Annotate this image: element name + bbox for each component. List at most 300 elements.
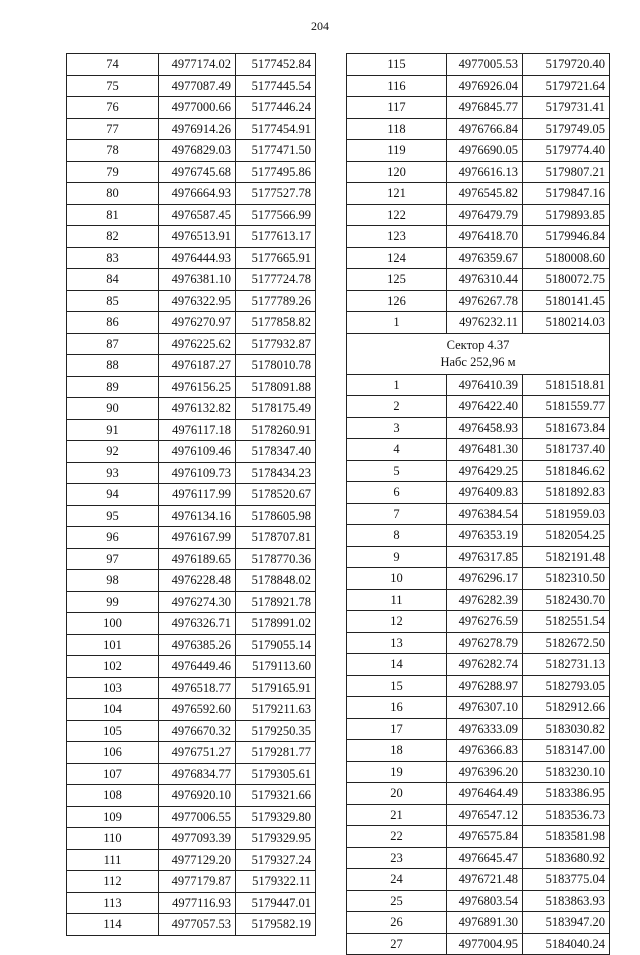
x-coordinate-cell: 4976834.77 xyxy=(159,763,236,785)
y-coordinate-cell: 5182731.13 xyxy=(523,654,610,676)
point-number-cell: 88 xyxy=(67,355,159,377)
x-coordinate-cell: 4976664.93 xyxy=(159,183,236,205)
point-number-cell: 22 xyxy=(347,826,447,848)
y-coordinate-cell: 5182054.25 xyxy=(523,525,610,547)
x-coordinate-cell: 4976359.67 xyxy=(447,247,523,269)
point-number-cell: 112 xyxy=(67,871,159,893)
y-coordinate-cell: 5180008.60 xyxy=(523,247,610,269)
x-coordinate-cell: 4976282.74 xyxy=(447,654,523,676)
point-number-cell: 106 xyxy=(67,742,159,764)
y-coordinate-cell: 5177445.54 xyxy=(236,75,316,97)
table-row xyxy=(67,591,316,613)
y-coordinate-cell: 5177724.78 xyxy=(236,269,316,291)
table-row xyxy=(67,398,316,420)
x-coordinate-cell: 4976134.16 xyxy=(159,505,236,527)
y-coordinate-cell: 5179305.61 xyxy=(236,763,316,785)
x-coordinate-cell: 4976274.30 xyxy=(159,591,236,613)
x-coordinate-cell: 4977005.53 xyxy=(447,54,523,76)
y-coordinate-cell: 5178091.88 xyxy=(236,376,316,398)
table-row xyxy=(67,763,316,785)
table-row xyxy=(67,140,316,162)
point-number-cell: 24 xyxy=(347,869,447,891)
table-row xyxy=(347,546,610,568)
y-coordinate-cell: 5177613.17 xyxy=(236,226,316,248)
point-number-cell: 99 xyxy=(67,591,159,613)
point-number-cell: 6 xyxy=(347,482,447,504)
point-number-cell: 101 xyxy=(67,634,159,656)
point-number-cell: 92 xyxy=(67,441,159,463)
point-number-cell: 93 xyxy=(67,462,159,484)
x-coordinate-cell: 4976645.47 xyxy=(447,847,523,869)
point-number-cell: 25 xyxy=(347,890,447,912)
y-coordinate-cell: 5183581.98 xyxy=(523,826,610,848)
y-coordinate-cell: 5179749.05 xyxy=(523,118,610,140)
point-number-cell: 1 xyxy=(347,312,447,334)
y-coordinate-cell: 5180214.03 xyxy=(523,312,610,334)
table-row xyxy=(347,718,610,740)
y-coordinate-cell: 5179582.19 xyxy=(236,914,316,936)
table-row xyxy=(67,677,316,699)
table-row xyxy=(347,783,610,805)
x-coordinate-cell: 4976409.83 xyxy=(447,482,523,504)
x-coordinate-cell: 4976366.83 xyxy=(447,740,523,762)
table-row xyxy=(67,75,316,97)
y-coordinate-cell: 5179327.24 xyxy=(236,849,316,871)
table-row xyxy=(67,720,316,742)
table-row xyxy=(347,140,610,162)
x-coordinate-cell: 4976288.97 xyxy=(447,675,523,697)
point-number-cell: 86 xyxy=(67,312,159,334)
x-coordinate-cell: 4976117.99 xyxy=(159,484,236,506)
y-coordinate-cell: 5177527.78 xyxy=(236,183,316,205)
table-row xyxy=(67,118,316,140)
x-coordinate-cell: 4976429.25 xyxy=(447,460,523,482)
point-number-cell: 14 xyxy=(347,654,447,676)
table-row xyxy=(347,912,610,934)
y-coordinate-cell: 5183680.92 xyxy=(523,847,610,869)
table-row xyxy=(67,505,316,527)
x-coordinate-cell: 4976545.82 xyxy=(447,183,523,205)
table-row xyxy=(347,226,610,248)
coordinates-table-left-body xyxy=(67,54,316,936)
y-coordinate-cell: 5177858.82 xyxy=(236,312,316,334)
x-coordinate-cell: 4976449.46 xyxy=(159,656,236,678)
y-coordinate-cell: 5179322.11 xyxy=(236,871,316,893)
x-coordinate-cell: 4976384.54 xyxy=(447,503,523,525)
table-row xyxy=(347,97,610,119)
point-number-cell: 12 xyxy=(347,611,447,633)
x-coordinate-cell: 4976228.48 xyxy=(159,570,236,592)
x-coordinate-cell: 4976282.39 xyxy=(447,589,523,611)
y-coordinate-cell: 5179731.41 xyxy=(523,97,610,119)
section-subtitle: Набс 252,96 м xyxy=(440,354,516,369)
point-number-cell: 100 xyxy=(67,613,159,635)
y-coordinate-cell: 5177789.26 xyxy=(236,290,316,312)
point-number-cell: 11 xyxy=(347,589,447,611)
point-number-cell: 20 xyxy=(347,783,447,805)
y-coordinate-cell: 5181846.62 xyxy=(523,460,610,482)
y-coordinate-cell: 5178520.67 xyxy=(236,484,316,506)
x-coordinate-cell: 4976513.91 xyxy=(159,226,236,248)
section-title: Сектор 4.37 xyxy=(446,337,510,352)
y-coordinate-cell: 5182310.50 xyxy=(523,568,610,590)
point-number-cell: 5 xyxy=(347,460,447,482)
table-row xyxy=(347,525,610,547)
y-coordinate-cell: 5177495.86 xyxy=(236,161,316,183)
table-row xyxy=(67,484,316,506)
x-coordinate-cell: 4976310.44 xyxy=(447,269,523,291)
x-coordinate-cell: 4976444.93 xyxy=(159,247,236,269)
x-coordinate-cell: 4976326.71 xyxy=(159,613,236,635)
y-coordinate-cell: 5179055.14 xyxy=(236,634,316,656)
point-number-cell: 98 xyxy=(67,570,159,592)
point-number-cell: 17 xyxy=(347,718,447,740)
y-coordinate-cell: 5178260.91 xyxy=(236,419,316,441)
point-number-cell: 15 xyxy=(347,675,447,697)
x-coordinate-cell: 4976418.70 xyxy=(447,226,523,248)
x-coordinate-cell: 4977004.95 xyxy=(447,933,523,955)
point-number-cell: 102 xyxy=(67,656,159,678)
table-row xyxy=(347,204,610,226)
point-number-cell: 10 xyxy=(347,568,447,590)
point-number-cell: 23 xyxy=(347,847,447,869)
table-row xyxy=(67,312,316,334)
x-coordinate-cell: 4976670.32 xyxy=(159,720,236,742)
table-row xyxy=(67,806,316,828)
point-number-cell: 13 xyxy=(347,632,447,654)
y-coordinate-cell: 5183947.20 xyxy=(523,912,610,934)
y-coordinate-cell: 5179447.01 xyxy=(236,892,316,914)
point-number-cell: 85 xyxy=(67,290,159,312)
point-number-cell: 18 xyxy=(347,740,447,762)
table-row xyxy=(347,482,610,504)
y-coordinate-cell: 5181559.77 xyxy=(523,396,610,418)
x-coordinate-cell: 4976479.79 xyxy=(447,204,523,226)
x-coordinate-cell: 4976232.11 xyxy=(447,312,523,334)
x-coordinate-cell: 4976353.19 xyxy=(447,525,523,547)
x-coordinate-cell: 4976132.82 xyxy=(159,398,236,420)
y-coordinate-cell: 5178434.23 xyxy=(236,462,316,484)
x-coordinate-cell: 4976117.18 xyxy=(159,419,236,441)
y-coordinate-cell: 5183775.04 xyxy=(523,869,610,891)
table-row xyxy=(67,290,316,312)
table-row xyxy=(347,247,610,269)
point-number-cell: 21 xyxy=(347,804,447,826)
point-number-cell: 105 xyxy=(67,720,159,742)
point-number-cell: 79 xyxy=(67,161,159,183)
table-row xyxy=(347,312,610,334)
table-row xyxy=(67,54,316,76)
x-coordinate-cell: 4976187.27 xyxy=(159,355,236,377)
x-coordinate-cell: 4976167.99 xyxy=(159,527,236,549)
table-row xyxy=(347,161,610,183)
x-coordinate-cell: 4976464.49 xyxy=(447,783,523,805)
x-coordinate-cell: 4976745.68 xyxy=(159,161,236,183)
table-row xyxy=(347,589,610,611)
point-number-cell: 4 xyxy=(347,439,447,461)
point-number-cell: 26 xyxy=(347,912,447,934)
table-row xyxy=(347,54,610,76)
point-number-cell: 111 xyxy=(67,849,159,871)
table-row xyxy=(67,699,316,721)
point-number-cell: 97 xyxy=(67,548,159,570)
section-header-group xyxy=(347,333,610,374)
x-coordinate-cell: 4976396.20 xyxy=(447,761,523,783)
x-coordinate-cell: 4976751.27 xyxy=(159,742,236,764)
point-number-cell: 74 xyxy=(67,54,159,76)
x-coordinate-cell: 4976518.77 xyxy=(159,677,236,699)
point-number-cell: 89 xyxy=(67,376,159,398)
y-coordinate-cell: 5182793.05 xyxy=(523,675,610,697)
x-coordinate-cell: 4976296.17 xyxy=(447,568,523,590)
x-coordinate-cell: 4977000.66 xyxy=(159,97,236,119)
point-number-cell: 3 xyxy=(347,417,447,439)
y-coordinate-cell: 5179281.77 xyxy=(236,742,316,764)
point-number-cell: 27 xyxy=(347,933,447,955)
x-coordinate-cell: 4977129.20 xyxy=(159,849,236,871)
point-number-cell: 124 xyxy=(347,247,447,269)
point-number-cell: 118 xyxy=(347,118,447,140)
x-coordinate-cell: 4976189.65 xyxy=(159,548,236,570)
point-number-cell: 107 xyxy=(67,763,159,785)
table-row xyxy=(347,847,610,869)
point-number-cell: 1 xyxy=(347,374,447,396)
x-coordinate-cell: 4976109.73 xyxy=(159,462,236,484)
table-row xyxy=(347,654,610,676)
table-row xyxy=(347,396,610,418)
x-coordinate-cell: 4976270.97 xyxy=(159,312,236,334)
table-row xyxy=(347,675,610,697)
x-coordinate-cell: 4976458.93 xyxy=(447,417,523,439)
table-row xyxy=(67,419,316,441)
y-coordinate-cell: 5182672.50 xyxy=(523,632,610,654)
table-row xyxy=(347,869,610,891)
table-row xyxy=(67,97,316,119)
table-row xyxy=(347,933,610,955)
table-row xyxy=(347,740,610,762)
point-number-cell: 113 xyxy=(67,892,159,914)
y-coordinate-cell: 5177452.84 xyxy=(236,54,316,76)
y-coordinate-cell: 5178010.78 xyxy=(236,355,316,377)
table-row xyxy=(67,204,316,226)
point-number-cell: 110 xyxy=(67,828,159,850)
coordinates-table-right-top-body xyxy=(347,54,610,334)
y-coordinate-cell: 5179946.84 xyxy=(523,226,610,248)
table-row xyxy=(67,871,316,893)
y-coordinate-cell: 5179329.95 xyxy=(236,828,316,850)
point-number-cell: 81 xyxy=(67,204,159,226)
table-row xyxy=(347,460,610,482)
x-coordinate-cell: 4977006.55 xyxy=(159,806,236,828)
point-number-cell: 120 xyxy=(347,161,447,183)
x-coordinate-cell: 4976575.84 xyxy=(447,826,523,848)
y-coordinate-cell: 5183863.93 xyxy=(523,890,610,912)
section-header-cell xyxy=(347,333,610,374)
table-row xyxy=(67,376,316,398)
point-number-cell: 76 xyxy=(67,97,159,119)
point-number-cell: 78 xyxy=(67,140,159,162)
table-row xyxy=(67,269,316,291)
point-number-cell: 121 xyxy=(347,183,447,205)
table-row xyxy=(67,527,316,549)
point-number-cell: 96 xyxy=(67,527,159,549)
x-coordinate-cell: 4976690.05 xyxy=(447,140,523,162)
point-number-cell: 2 xyxy=(347,396,447,418)
point-number-cell: 9 xyxy=(347,546,447,568)
point-number-cell: 108 xyxy=(67,785,159,807)
table-row xyxy=(67,548,316,570)
point-number-cell: 16 xyxy=(347,697,447,719)
table-row xyxy=(67,828,316,850)
table-row xyxy=(347,503,610,525)
y-coordinate-cell: 5183386.95 xyxy=(523,783,610,805)
x-coordinate-cell: 4976278.79 xyxy=(447,632,523,654)
x-coordinate-cell: 4976156.25 xyxy=(159,376,236,398)
point-number-cell: 87 xyxy=(67,333,159,355)
table-row xyxy=(347,290,610,312)
y-coordinate-cell: 5177454.91 xyxy=(236,118,316,140)
table-row xyxy=(67,355,316,377)
point-number-cell: 90 xyxy=(67,398,159,420)
table-row xyxy=(347,439,610,461)
y-coordinate-cell: 5178707.81 xyxy=(236,527,316,549)
y-coordinate-cell: 5182430.70 xyxy=(523,589,610,611)
x-coordinate-cell: 4976926.04 xyxy=(447,75,523,97)
x-coordinate-cell: 4976225.62 xyxy=(159,333,236,355)
table-row xyxy=(67,656,316,678)
x-coordinate-cell: 4976803.54 xyxy=(447,890,523,912)
x-coordinate-cell: 4977087.49 xyxy=(159,75,236,97)
point-number-cell: 117 xyxy=(347,97,447,119)
point-number-cell: 116 xyxy=(347,75,447,97)
y-coordinate-cell: 5179720.40 xyxy=(523,54,610,76)
table-row xyxy=(347,118,610,140)
x-coordinate-cell: 4976276.59 xyxy=(447,611,523,633)
table-row xyxy=(347,374,610,396)
y-coordinate-cell: 5178175.49 xyxy=(236,398,316,420)
x-coordinate-cell: 4976914.26 xyxy=(159,118,236,140)
y-coordinate-cell: 5183536.73 xyxy=(523,804,610,826)
table-row xyxy=(67,226,316,248)
y-coordinate-cell: 5178347.40 xyxy=(236,441,316,463)
y-coordinate-cell: 5177446.24 xyxy=(236,97,316,119)
y-coordinate-cell: 5182551.54 xyxy=(523,611,610,633)
point-number-cell: 80 xyxy=(67,183,159,205)
x-coordinate-cell: 4976616.13 xyxy=(447,161,523,183)
x-coordinate-cell: 4976385.26 xyxy=(159,634,236,656)
table-row xyxy=(347,890,610,912)
point-number-cell: 95 xyxy=(67,505,159,527)
point-number-cell: 123 xyxy=(347,226,447,248)
table-row xyxy=(347,611,610,633)
y-coordinate-cell: 5177471.50 xyxy=(236,140,316,162)
y-coordinate-cell: 5178770.36 xyxy=(236,548,316,570)
point-number-cell: 77 xyxy=(67,118,159,140)
table-row xyxy=(67,247,316,269)
point-number-cell: 109 xyxy=(67,806,159,828)
table-row xyxy=(347,697,610,719)
x-coordinate-cell: 4977179.87 xyxy=(159,871,236,893)
point-number-cell: 83 xyxy=(67,247,159,269)
x-coordinate-cell: 4976333.09 xyxy=(447,718,523,740)
coordinates-table-left xyxy=(66,53,316,936)
y-coordinate-cell: 5179847.16 xyxy=(523,183,610,205)
y-coordinate-cell: 5177566.99 xyxy=(236,204,316,226)
y-coordinate-cell: 5184040.24 xyxy=(523,933,610,955)
x-coordinate-cell: 4976322.95 xyxy=(159,290,236,312)
point-number-cell: 94 xyxy=(67,484,159,506)
y-coordinate-cell: 5179165.91 xyxy=(236,677,316,699)
y-coordinate-cell: 5179893.85 xyxy=(523,204,610,226)
x-coordinate-cell: 4976317.85 xyxy=(447,546,523,568)
coordinates-table-right xyxy=(346,53,610,955)
x-coordinate-cell: 4977174.02 xyxy=(159,54,236,76)
y-coordinate-cell: 5183030.82 xyxy=(523,718,610,740)
point-number-cell: 75 xyxy=(67,75,159,97)
x-coordinate-cell: 4976920.10 xyxy=(159,785,236,807)
x-coordinate-cell: 4976891.30 xyxy=(447,912,523,934)
table-row xyxy=(67,570,316,592)
y-coordinate-cell: 5179211.63 xyxy=(236,699,316,721)
y-coordinate-cell: 5179807.21 xyxy=(523,161,610,183)
y-coordinate-cell: 5178848.02 xyxy=(236,570,316,592)
y-coordinate-cell: 5180141.45 xyxy=(523,290,610,312)
y-coordinate-cell: 5178991.02 xyxy=(236,613,316,635)
y-coordinate-cell: 5183230.10 xyxy=(523,761,610,783)
table-row xyxy=(67,634,316,656)
y-coordinate-cell: 5181518.81 xyxy=(523,374,610,396)
table-row xyxy=(347,183,610,205)
x-coordinate-cell: 4977093.39 xyxy=(159,828,236,850)
table-row xyxy=(67,441,316,463)
x-coordinate-cell: 4976109.46 xyxy=(159,441,236,463)
section-header-row xyxy=(347,333,610,374)
point-number-cell: 84 xyxy=(67,269,159,291)
y-coordinate-cell: 5179329.80 xyxy=(236,806,316,828)
y-coordinate-cell: 5181959.03 xyxy=(523,503,610,525)
table-row xyxy=(347,269,610,291)
point-number-cell: 119 xyxy=(347,140,447,162)
y-coordinate-cell: 5181673.84 xyxy=(523,417,610,439)
point-number-cell: 103 xyxy=(67,677,159,699)
y-coordinate-cell: 5181737.40 xyxy=(523,439,610,461)
y-coordinate-cell: 5181892.83 xyxy=(523,482,610,504)
y-coordinate-cell: 5179250.35 xyxy=(236,720,316,742)
y-coordinate-cell: 5179774.40 xyxy=(523,140,610,162)
point-number-cell: 126 xyxy=(347,290,447,312)
point-number-cell: 19 xyxy=(347,761,447,783)
table-row xyxy=(67,462,316,484)
table-row xyxy=(67,785,316,807)
table-row xyxy=(347,804,610,826)
table-row xyxy=(67,849,316,871)
x-coordinate-cell: 4976592.60 xyxy=(159,699,236,721)
point-number-cell: 122 xyxy=(347,204,447,226)
y-coordinate-cell: 5178605.98 xyxy=(236,505,316,527)
x-coordinate-cell: 4976766.84 xyxy=(447,118,523,140)
point-number-cell: 8 xyxy=(347,525,447,547)
x-coordinate-cell: 4976547.12 xyxy=(447,804,523,826)
coordinates-table-right-bottom-body xyxy=(347,374,610,955)
x-coordinate-cell: 4976587.45 xyxy=(159,204,236,226)
x-coordinate-cell: 4976422.40 xyxy=(447,396,523,418)
point-number-cell: 125 xyxy=(347,269,447,291)
point-number-cell: 115 xyxy=(347,54,447,76)
x-coordinate-cell: 4976845.77 xyxy=(447,97,523,119)
y-coordinate-cell: 5178921.78 xyxy=(236,591,316,613)
x-coordinate-cell: 4976829.03 xyxy=(159,140,236,162)
y-coordinate-cell: 5179113.60 xyxy=(236,656,316,678)
